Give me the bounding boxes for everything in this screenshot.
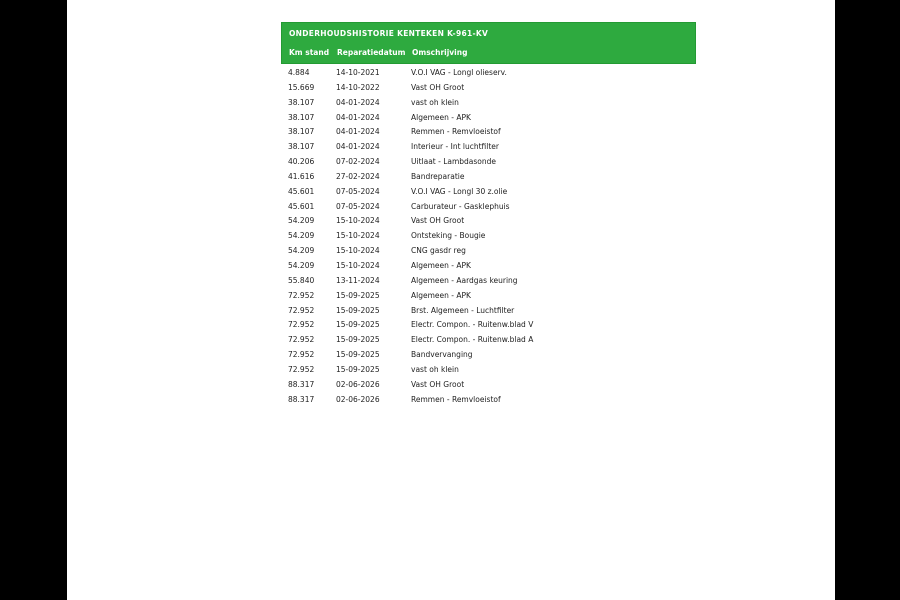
description-cell: Algemeen - Aardgas keuring [411, 275, 518, 285]
description-cell: Remmen - Remvloeistof [411, 127, 501, 137]
description-cell: Electr. Compon. - Ruitenw.blad A [411, 335, 534, 345]
km-cell: 4.884 [288, 68, 310, 77]
description-cell: CNG gasdr reg [411, 246, 466, 256]
table-row [281, 393, 696, 408]
table-title: ONDERHOUDSHISTORIE KENTEKEN K-961-KV [289, 29, 489, 38]
table-row [281, 170, 696, 185]
date-cell: 15-09-2025 [336, 320, 380, 330]
km-cell: 54.209 [288, 231, 315, 241]
date-cell: 15-10-2024 [336, 231, 380, 241]
km-cell: 45.601 [288, 201, 315, 211]
date-cell: 15-10-2024 [336, 260, 380, 270]
date-cell: 15-10-2024 [336, 216, 380, 226]
column-header-description: Omschrijving [412, 48, 468, 57]
km-cell: 45.601 [288, 186, 315, 196]
km-cell: 38.107 [288, 112, 315, 122]
table-row [281, 200, 696, 215]
date-cell: 14-10-2021 [336, 68, 380, 77]
date-cell: 07-02-2024 [336, 157, 380, 167]
description-cell: V.O.I VAG - Longl olieserv. [411, 68, 507, 77]
km-cell: 88.317 [288, 394, 315, 404]
km-cell: 72.952 [288, 290, 315, 300]
description-cell: Vast OH Groot [411, 379, 465, 389]
date-cell: 15-09-2025 [336, 305, 380, 315]
date-cell: 15-09-2025 [336, 335, 380, 345]
date-cell: 02-06-2026 [336, 394, 380, 404]
table-row [281, 229, 696, 244]
date-cell: 15-09-2025 [336, 350, 380, 360]
date-cell: 15-09-2025 [336, 290, 380, 300]
km-cell: 40.206 [288, 157, 315, 167]
table-body [281, 64, 696, 407]
km-cell: 72.952 [288, 335, 315, 345]
description-cell: Electr. Compon. - Ruitenw.blad V [411, 320, 534, 330]
description-cell: vast oh klein [411, 364, 459, 374]
km-cell: 38.107 [288, 97, 315, 107]
description-cell: Algemeen - APK [411, 290, 471, 300]
table-row [281, 259, 696, 274]
column-header-date: Reparatiedatum [337, 48, 406, 57]
table-row [281, 333, 696, 348]
km-cell: 38.107 [288, 142, 315, 152]
table-row [281, 185, 696, 200]
description-cell: Bandvervanging [411, 350, 473, 360]
description-cell: Algemeen - APK [411, 260, 471, 270]
km-cell: 55.840 [288, 275, 315, 285]
column-headers [282, 44, 695, 63]
table-row [281, 81, 696, 96]
table-row [281, 140, 696, 155]
date-cell: 04-01-2024 [336, 97, 380, 107]
date-cell: 04-01-2024 [336, 112, 380, 122]
table-row [281, 214, 696, 229]
description-cell: Remmen - Remvloeistof [411, 394, 501, 404]
date-cell: 02-06-2026 [336, 379, 380, 389]
description-cell: Bandreparatie [411, 171, 465, 181]
description-cell: Interieur - Int luchtfilter [411, 142, 500, 152]
description-cell: vast oh klein [411, 97, 459, 107]
table-row [281, 111, 696, 126]
km-cell: 54.209 [288, 216, 315, 226]
column-header-km: Km stand [289, 48, 330, 57]
km-cell: 54.209 [288, 246, 315, 256]
km-cell: 72.952 [288, 364, 315, 374]
table-row [281, 348, 696, 363]
km-cell: 88.317 [288, 379, 315, 389]
description-cell: Carburateur - Gasklephuis [411, 201, 510, 211]
km-cell: 15.669 [288, 82, 315, 92]
date-cell: 07-05-2024 [336, 186, 380, 196]
maintenance-history-table [281, 22, 696, 407]
date-cell: 27-02-2024 [336, 171, 380, 181]
km-cell: 38.107 [288, 127, 315, 137]
table-row [281, 66, 696, 81]
date-cell: 07-05-2024 [336, 201, 380, 211]
description-cell: Vast OH Groot [411, 216, 465, 226]
table-row [281, 378, 696, 393]
date-cell: 15-09-2025 [336, 364, 380, 374]
km-cell: 72.952 [288, 320, 315, 330]
table-row [281, 304, 696, 319]
table-row [281, 363, 696, 378]
date-cell: 13-11-2024 [336, 275, 380, 285]
description-cell: Uitlaat - Lambdasonde [411, 157, 497, 167]
date-cell: 14-10-2022 [336, 82, 380, 92]
page-canvas [67, 0, 835, 600]
description-cell: Brst. Algemeen - Luchtfilter [411, 305, 515, 315]
table-row [281, 318, 696, 333]
description-cell: Vast OH Groot [411, 82, 465, 92]
km-cell: 54.209 [288, 260, 315, 270]
date-cell: 04-01-2024 [336, 142, 380, 152]
description-cell: V.O.I VAG - Longl 30 z.olie [411, 186, 508, 196]
table-row [281, 96, 696, 111]
km-cell: 72.952 [288, 350, 315, 360]
date-cell: 15-10-2024 [336, 246, 380, 256]
table-row [281, 274, 696, 289]
table-row [281, 289, 696, 304]
date-cell: 04-01-2024 [336, 127, 380, 137]
table-row [281, 125, 696, 140]
table-header [281, 22, 696, 64]
description-cell: Algemeen - APK [411, 112, 471, 122]
table-row [281, 244, 696, 259]
description-cell: Ontsteking - Bougie [411, 231, 486, 241]
table-row [281, 155, 696, 170]
km-cell: 41.616 [288, 171, 315, 181]
km-cell: 72.952 [288, 305, 315, 315]
